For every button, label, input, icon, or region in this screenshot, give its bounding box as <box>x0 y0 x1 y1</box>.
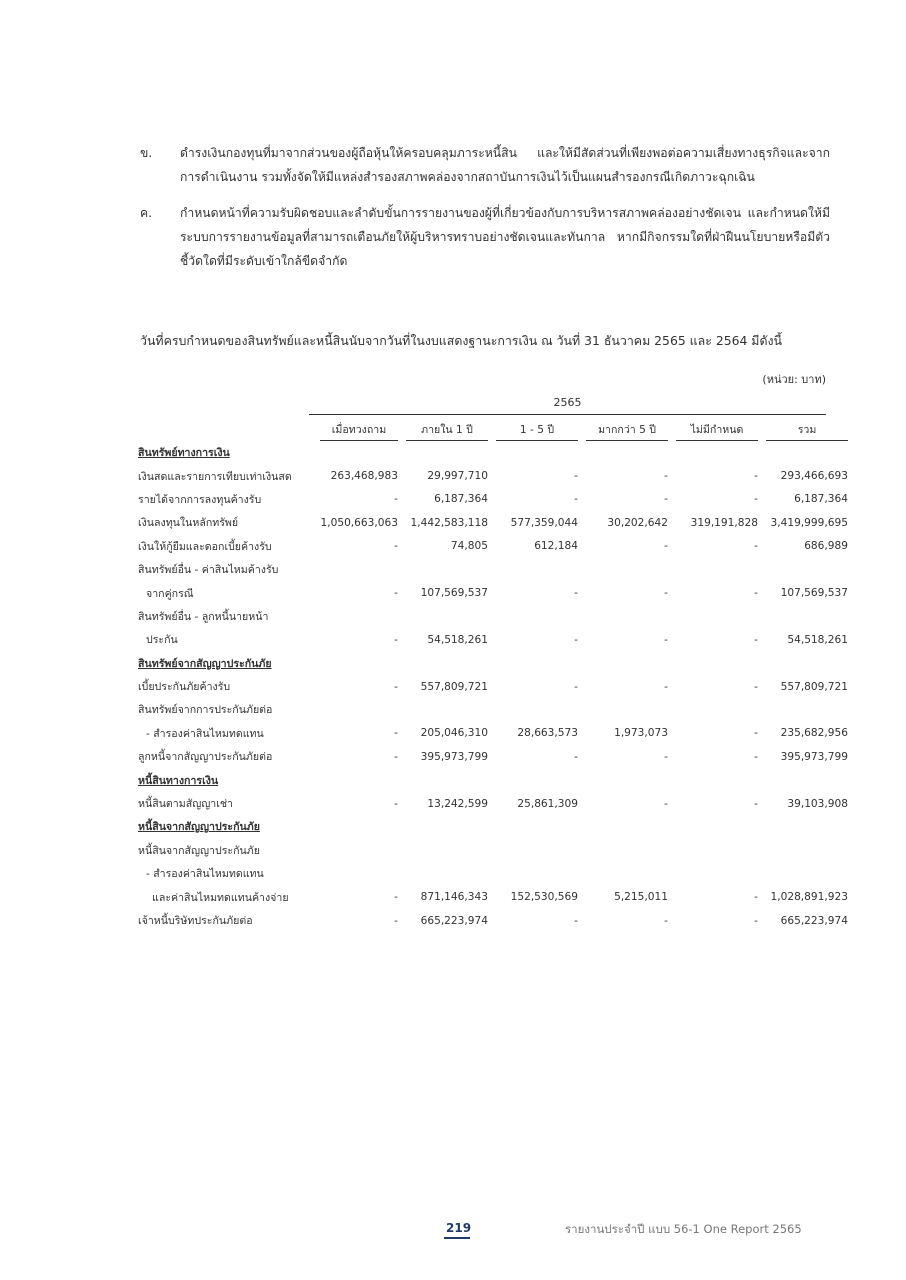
cell-value: 3,419,999,695 <box>770 516 848 529</box>
cell-value: 6,187,364 <box>434 493 488 506</box>
cell-value: 665,223,974 <box>780 914 848 927</box>
list-marker: ค. <box>140 206 153 220</box>
page-number: 219 <box>446 1221 472 1235</box>
cell-value: 54,518,261 <box>787 633 848 646</box>
section-heading: หนี้สินทางการเงิน <box>138 774 219 787</box>
cell-value: 577,359,044 <box>510 516 578 529</box>
list-item <box>140 141 830 189</box>
cell-value: - <box>664 493 668 506</box>
cell-value: - <box>394 680 398 693</box>
cell-value: 1,442,583,118 <box>410 516 488 529</box>
cell-value <box>320 605 398 628</box>
row-label: เงินลงทุนในหลักทรัพย์ <box>138 517 239 530</box>
cell-value <box>320 839 398 862</box>
cell-value: - <box>754 587 758 600</box>
table-row <box>138 605 848 628</box>
year-header: 2565 <box>553 396 582 409</box>
cell-value <box>496 698 578 721</box>
cell-value: - <box>394 914 398 927</box>
cell-value: - <box>394 633 398 646</box>
table-row <box>138 768 848 791</box>
list-marker: ข. <box>140 146 153 160</box>
cell-value <box>766 652 848 675</box>
cell-value: 1,973,073 <box>614 727 668 740</box>
cell-value <box>586 698 668 721</box>
cell-value: - <box>664 914 668 927</box>
year-divider <box>309 414 826 415</box>
table-row <box>138 839 848 862</box>
table-row <box>138 722 848 745</box>
cell-value: - <box>664 797 668 810</box>
cell-value <box>406 862 488 885</box>
cell-value: - <box>394 750 398 763</box>
row-label: หนี้สินตามสัญญาเช่า <box>138 798 233 811</box>
cell-value <box>766 768 848 791</box>
cell-value: - <box>754 914 758 927</box>
cell-value <box>406 558 488 581</box>
cell-value <box>676 862 758 885</box>
cell-value: 54,518,261 <box>427 633 488 646</box>
policy-list <box>140 141 830 285</box>
cell-value <box>586 815 668 838</box>
cell-value <box>586 558 668 581</box>
empty-header <box>138 418 320 441</box>
cell-value: 395,973,799 <box>780 750 848 763</box>
row-label: หนี้สินจากสัญญาประกันภัย <box>138 844 260 857</box>
table-row <box>138 511 848 534</box>
cell-value: 29,997,710 <box>427 470 488 483</box>
table-row <box>138 581 848 604</box>
cell-value: - <box>394 540 398 553</box>
cell-value: 5,215,011 <box>614 891 668 904</box>
cell-value <box>496 605 578 628</box>
cell-value: 30,202,642 <box>607 516 668 529</box>
cell-value: - <box>574 914 578 927</box>
cell-value <box>766 605 848 628</box>
cell-value <box>406 441 488 465</box>
maturity-table <box>138 418 848 932</box>
cell-value <box>496 839 578 862</box>
cell-value <box>586 441 668 465</box>
cell-value: - <box>754 540 758 553</box>
cell-value: - <box>664 470 668 483</box>
cell-value <box>586 862 668 885</box>
section-heading: สินทรัพย์จากสัญญาประกันภัย <box>138 657 272 670</box>
row-label: เงินให้กู้ยืมและดอกเบี้ยค้างรับ <box>138 540 272 553</box>
cell-value: 74,805 <box>450 540 488 553</box>
cell-value <box>496 652 578 675</box>
column-header: ภายใน 1 ปี <box>406 418 488 441</box>
table-row <box>138 909 848 932</box>
cell-value: 557,809,721 <box>780 680 848 693</box>
cell-value <box>676 605 758 628</box>
row-label: สินทรัพย์อื่น - ลูกหนี้นายหน้า <box>138 610 269 623</box>
cell-value: 612,184 <box>534 540 578 553</box>
table-row <box>138 698 848 721</box>
column-header: เมื่อทวงถาม <box>320 418 398 441</box>
cell-value <box>320 441 398 465</box>
cell-value: 107,569,537 <box>420 587 488 600</box>
cell-value: 1,028,891,923 <box>770 891 848 904</box>
section-heading: หนี้สินจากสัญญาประกันภัย <box>138 821 260 834</box>
cell-value <box>320 815 398 838</box>
cell-value <box>406 815 488 838</box>
cell-value <box>766 862 848 885</box>
cell-value: - <box>574 470 578 483</box>
column-header: มากกว่า 5 ปี <box>586 418 668 441</box>
table-row <box>138 464 848 487</box>
cell-value: - <box>574 493 578 506</box>
row-label: ลูกหนี้จากสัญญาประกันภัยต่อ <box>138 751 273 764</box>
row-label: สินทรัพย์อื่น - ค่าสินไหมค้างรับ <box>138 564 279 577</box>
cell-value: - <box>394 797 398 810</box>
cell-value: - <box>754 680 758 693</box>
page-number-underline <box>444 1237 470 1239</box>
cell-value: - <box>754 727 758 740</box>
table-row <box>138 488 848 511</box>
cell-value <box>676 768 758 791</box>
row-label: และค่าสินไหมทดแทนค้างจ่าย <box>152 891 289 904</box>
column-header: ไม่มีกำหนด <box>676 418 758 441</box>
table-row <box>138 628 848 651</box>
column-header: 1 - 5 ปี <box>496 418 578 441</box>
table-row <box>138 675 848 698</box>
list-item <box>140 201 830 273</box>
cell-value <box>496 862 578 885</box>
cell-value: 263,468,983 <box>330 470 398 483</box>
cell-value <box>766 815 848 838</box>
list-text: ดำรงเงินกองทุนที่มาจากส่วนของผู้ถือหุ้นให้ครอบคลุมภาระหนี้สิน และให้มีสัดส่วนที่เพียงพอต่อความเสี่ยงทางธุรกิจและจากการดำเนินงาน รวมทั้งจัดให้มีแหล่งสำรองสภาพคล่องจากสถาบันการเงินไว้เป็นแผนสำรองกรณีเกิดภาวะฉุกเฉิน <box>180 146 830 184</box>
cell-value <box>676 652 758 675</box>
cell-value <box>496 441 578 465</box>
cell-value: - <box>754 891 758 904</box>
cell-value <box>766 441 848 465</box>
table-intro: วันที่ครบกำหนดของสินทรัพย์และหนี้สินนับจากวันที่ในงบแสดงฐานะการเงิน ณ วันที่ 31 ธันวาคม 2565 และ 2564 มีดังนี้ <box>140 333 783 348</box>
table-row <box>138 745 848 768</box>
cell-value: - <box>664 680 668 693</box>
cell-value: 395,973,799 <box>420 750 488 763</box>
cell-value: 686,989 <box>804 540 848 553</box>
cell-value <box>586 652 668 675</box>
column-header: รวม <box>766 418 848 441</box>
row-label: รายได้จากการลงทุนค้างรับ <box>138 493 262 506</box>
cell-value: - <box>664 633 668 646</box>
row-label: เบี้ยประกันภัยค้างรับ <box>138 681 231 694</box>
cell-value: 235,682,956 <box>780 727 848 740</box>
cell-value <box>320 698 398 721</box>
cell-value <box>320 558 398 581</box>
cell-value: - <box>664 750 668 763</box>
cell-value: - <box>574 587 578 600</box>
row-label: จากคู่กรณี <box>146 587 194 600</box>
column-header-row <box>138 418 848 441</box>
cell-value: - <box>574 680 578 693</box>
cell-value <box>406 698 488 721</box>
cell-value: 13,242,599 <box>427 797 488 810</box>
table-row <box>138 652 848 675</box>
row-label: เจ้าหนี้บริษัทประกันภัยต่อ <box>138 915 253 927</box>
cell-value: 39,103,908 <box>787 797 848 810</box>
cell-value <box>586 839 668 862</box>
cell-value: - <box>754 797 758 810</box>
report-title: รายงานประจำปี แบบ 56-1 One Report 2565 <box>565 1222 802 1236</box>
cell-value <box>766 698 848 721</box>
cell-value <box>766 558 848 581</box>
cell-value: - <box>574 750 578 763</box>
cell-value <box>676 558 758 581</box>
cell-value: 152,530,569 <box>510 891 578 904</box>
table-row <box>138 885 848 908</box>
cell-value: - <box>754 493 758 506</box>
cell-value <box>676 839 758 862</box>
cell-value <box>320 768 398 791</box>
row-label: - สำรองค่าสินไหมทดแทน <box>146 727 264 740</box>
cell-value: 28,663,573 <box>517 727 578 740</box>
table-row <box>138 441 848 465</box>
table-row <box>138 792 848 815</box>
cell-value: - <box>394 891 398 904</box>
cell-value: 871,146,343 <box>420 891 488 904</box>
table-body <box>138 441 848 933</box>
table-row <box>138 558 848 581</box>
cell-value: - <box>394 493 398 506</box>
cell-value: - <box>394 727 398 740</box>
cell-value: - <box>394 587 398 600</box>
cell-value <box>496 558 578 581</box>
cell-value: - <box>754 470 758 483</box>
cell-value <box>496 815 578 838</box>
cell-value: 293,466,693 <box>780 470 848 483</box>
cell-value: - <box>754 750 758 763</box>
cell-value <box>496 768 578 791</box>
cell-value <box>320 652 398 675</box>
cell-value: 319,191,828 <box>690 516 758 529</box>
cell-value: 665,223,974 <box>420 914 488 927</box>
cell-value <box>676 698 758 721</box>
cell-value <box>320 862 398 885</box>
row-label: ประกัน <box>146 634 178 647</box>
cell-value <box>766 839 848 862</box>
cell-value <box>406 839 488 862</box>
cell-value: 107,569,537 <box>780 587 848 600</box>
cell-value <box>406 652 488 675</box>
cell-value <box>586 605 668 628</box>
row-label: - สำรองค่าสินไหมทดแทน <box>146 868 264 881</box>
cell-value: - <box>574 633 578 646</box>
cell-value <box>676 815 758 838</box>
cell-value: 25,861,309 <box>517 797 578 810</box>
cell-value: 6,187,364 <box>794 493 848 506</box>
cell-value: 557,809,721 <box>420 680 488 693</box>
cell-value: - <box>664 587 668 600</box>
cell-value: - <box>664 540 668 553</box>
cell-value <box>676 441 758 465</box>
unit-label: (หน่วย: บาท) <box>762 373 826 386</box>
cell-value <box>406 605 488 628</box>
cell-value: 1,050,663,063 <box>320 516 398 529</box>
section-heading: สินทรัพย์ทางการเงิน <box>138 446 230 459</box>
cell-value <box>406 768 488 791</box>
row-label: สินทรัพย์จากการประกันภัยต่อ <box>138 704 273 717</box>
table-row <box>138 815 848 838</box>
row-label: เงินสดและรายการเทียบเท่าเงินสด <box>138 470 292 483</box>
table-row <box>138 535 848 558</box>
cell-value: - <box>754 633 758 646</box>
table-row <box>138 862 848 885</box>
cell-value <box>586 768 668 791</box>
list-text: กำหนดหน้าที่ความรับผิดชอบและลำดับขั้นการรายงานของผู้ที่เกี่ยวข้องกับการบริหารสภาพคล่องอย่างชัดเจน และกำหนดให้มีระบบการรายงานข้อมูลที่สามารถเตือนภัยให้ผู้บริหารทราบอย่างชัดเจนและทันกาล หากมีกิจกรรมใดที่ฝ่าฝืนนโยบายหรือมีตัวชี้วัดใดที่มีระดับเข้าใกล้ขีดจำกัด <box>180 206 830 268</box>
cell-value: 205,046,310 <box>420 727 488 740</box>
